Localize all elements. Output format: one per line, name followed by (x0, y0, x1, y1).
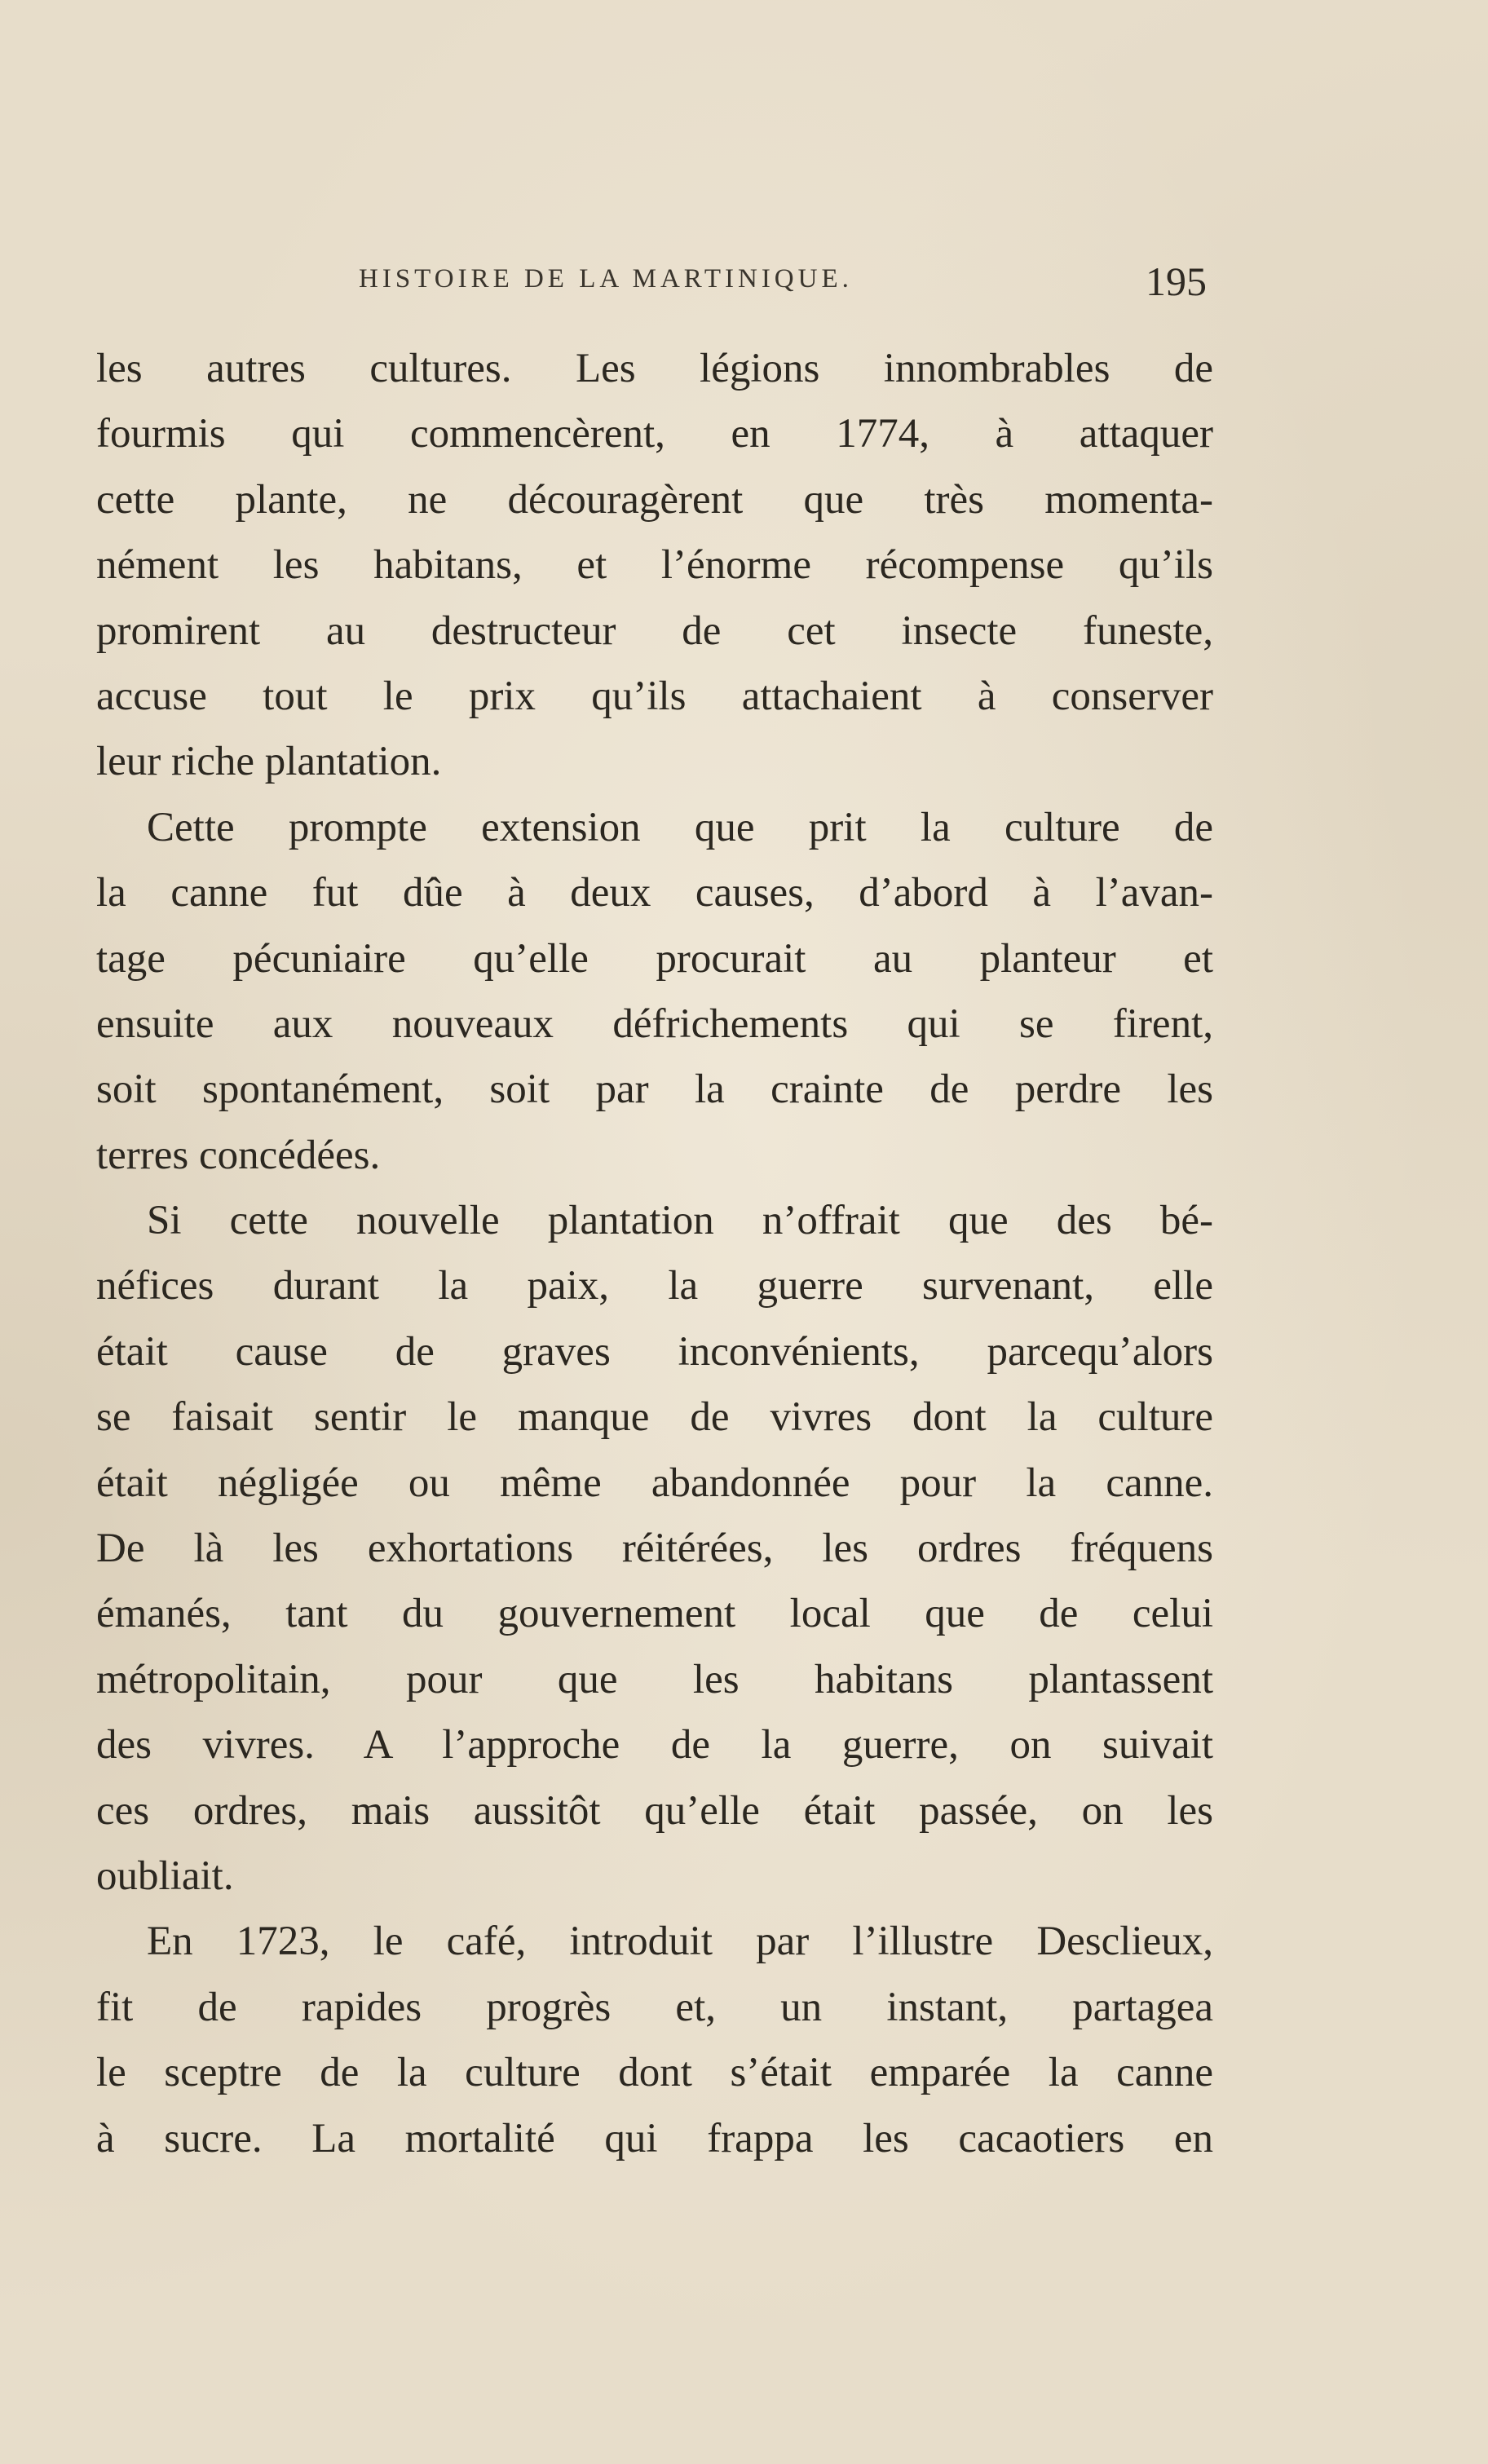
text-line: ensuite aux nouveaux défrichements qui se firent, (96, 1000, 1213, 1047)
text-line: Si cette nouvelle plantation n’offrait que des bé- (147, 1198, 1213, 1244)
text-line: fourmis qui commencèrent, en 1774, à attaquer (96, 411, 1213, 457)
text-line: était négligée ou même abandonnée pour la canne. (96, 1459, 1213, 1506)
text-line: était cause de graves inconvénients, parcequ’alors (96, 1328, 1213, 1375)
text-line: des vivres. A l’approche de la guerre, on suivait (96, 1722, 1213, 1769)
text-line: à sucre. La mortalité qui frappa les cacaotiers en (96, 2115, 1213, 2162)
text-line: les autres cultures. Les légions innombrables de (96, 346, 1213, 391)
text-line: promirent au destructeur de cet insecte funeste, (96, 607, 1213, 654)
text-line: la canne fut dûe à deux causes, d’abord à l’avan- (96, 870, 1213, 916)
text-line: ces ordres, mais aussitôt qu’elle était passée, on les (96, 1787, 1213, 1834)
text-line: le sceptre de la culture dont s’était emparée la canne (96, 2050, 1213, 2096)
text-line: se faisait sentir le manque de vivres dont la culture (96, 1394, 1213, 1441)
page-number: 195 (1146, 258, 1207, 304)
text-line: soit spontanément, soit par la crainte de perdre les (96, 1066, 1213, 1113)
text-line: leur riche plantation. (96, 739, 442, 785)
body-text (96, 336, 1213, 2171)
text-line: nément les habitans, et l’énorme récompense qu’ils (96, 542, 1213, 589)
text-line: oubliait. (96, 1852, 234, 1899)
text-line: terres concédées. (96, 1132, 381, 1178)
text-line: De là les exhortations réitérées, les ordres fréquens (96, 1526, 1213, 1572)
text-line: Cette prompte extension que prit la culture de (147, 804, 1213, 850)
running-head (359, 258, 1207, 307)
text-line: accuse tout le prix qu’ils attachaient à conserver (96, 673, 1213, 719)
text-line: cette plante, ne découragèrent que très momenta- (96, 476, 1213, 523)
text-line: néfices durant la paix, la guerre survenant, elle (96, 1263, 1213, 1309)
running-title: HISTOIRE DE LA MARTINIQUE. (359, 264, 853, 294)
text-line: fit de rapides progrès et, un instant, partagea (96, 1984, 1213, 2030)
text-line: émanés, tant du gouvernement local que de celui (96, 1591, 1213, 1637)
text-line: En 1723, le café, introduit par l’illustre Desclieux, (147, 1919, 1213, 1965)
text-line: métropolitain, pour que les habitans plantassent (96, 1656, 1213, 1702)
text-line: tage pécuniaire qu’elle procurait au planteur et (96, 935, 1213, 982)
